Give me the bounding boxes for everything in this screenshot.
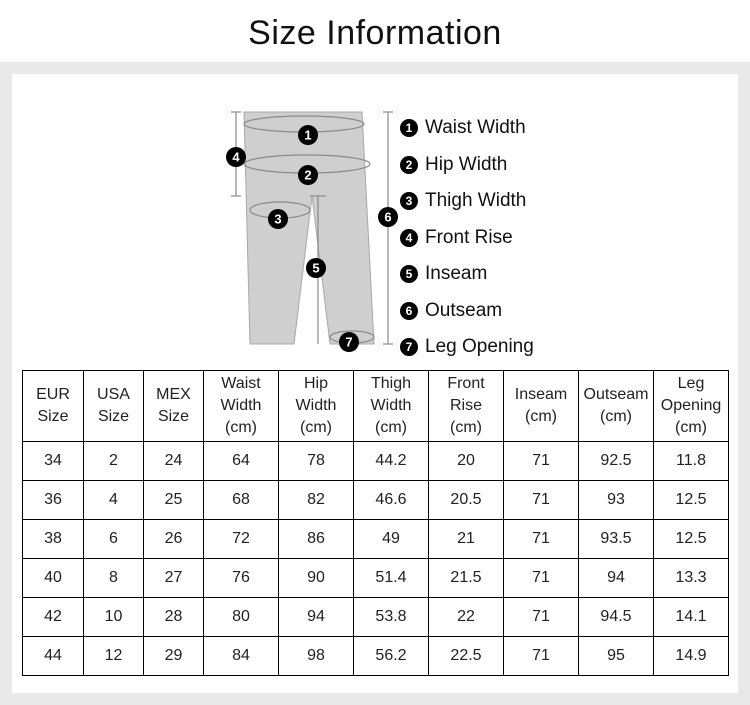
table-cell: 93 <box>579 481 654 520</box>
table-cell: 76 <box>204 559 279 598</box>
column-header: Inseam (cm) <box>504 371 579 442</box>
table-cell: 4 <box>84 481 144 520</box>
table-cell: 46.6 <box>354 481 429 520</box>
table-cell: 12 <box>84 637 144 676</box>
table-cell: 95 <box>579 637 654 676</box>
table-cell: 21.5 <box>429 559 504 598</box>
table-cell: 38 <box>23 520 84 559</box>
table-row <box>23 559 729 598</box>
legend-item-waist-width <box>400 110 600 147</box>
svg-text:5: 5 <box>312 260 320 276</box>
legend-label: Leg Opening <box>425 336 534 358</box>
table-cell: 94 <box>279 598 354 637</box>
table-cell: 71 <box>504 481 579 520</box>
legend-item-hip-width <box>400 147 600 184</box>
size-panel <box>0 62 750 705</box>
table-cell: 21 <box>429 520 504 559</box>
table-cell: 10 <box>84 598 144 637</box>
table-cell: 51.4 <box>354 559 429 598</box>
legend-label: Hip Width <box>425 153 508 175</box>
table-cell: 94.5 <box>579 598 654 637</box>
table-cell: 28 <box>144 598 204 637</box>
table-cell: 71 <box>504 442 579 481</box>
table-cell: 8 <box>84 559 144 598</box>
table-cell: 64 <box>204 442 279 481</box>
table-cell: 12.5 <box>654 481 729 520</box>
svg-text:2: 2 <box>304 167 312 183</box>
table-cell: 12.5 <box>654 520 729 559</box>
measurement-legend <box>400 110 600 366</box>
legend-number: 2 <box>400 156 418 174</box>
table-cell: 34 <box>23 442 84 481</box>
legend-item-thigh-width <box>400 183 600 220</box>
table-cell: 68 <box>204 481 279 520</box>
table-cell: 72 <box>204 520 279 559</box>
pants-diagram <box>212 104 412 354</box>
svg-text:4: 4 <box>232 149 240 165</box>
svg-text:6: 6 <box>384 209 392 225</box>
marker-2 <box>298 165 318 185</box>
table-cell: 71 <box>504 637 579 676</box>
legend-item-front-rise <box>400 220 600 257</box>
legend-label: Inseam <box>425 263 488 285</box>
table-cell: 26 <box>144 520 204 559</box>
table-cell: 13.3 <box>654 559 729 598</box>
column-header: Front Rise (cm) <box>429 371 504 442</box>
table-cell: 78 <box>279 442 354 481</box>
table-cell: 22 <box>429 598 504 637</box>
legend-label: Thigh Width <box>425 190 527 212</box>
table-cell: 94 <box>579 559 654 598</box>
marker-5 <box>306 258 326 278</box>
table-cell: 25 <box>144 481 204 520</box>
table-cell: 24 <box>144 442 204 481</box>
column-header: EUR Size <box>23 371 84 442</box>
legend-item-outseam <box>400 293 600 330</box>
table-row <box>23 442 729 481</box>
legend-item-leg-opening <box>400 329 600 366</box>
legend-number: 1 <box>400 119 418 137</box>
column-header: USA Size <box>84 371 144 442</box>
table-cell: 29 <box>144 637 204 676</box>
size-table <box>22 370 729 676</box>
table-cell: 2 <box>84 442 144 481</box>
legend-item-inseam <box>400 256 600 293</box>
legend-label: Waist Width <box>425 117 526 139</box>
column-header: Thigh Width (cm) <box>354 371 429 442</box>
legend-number: 7 <box>400 338 418 356</box>
table-cell: 14.1 <box>654 598 729 637</box>
legend-number: 3 <box>400 192 418 210</box>
marker-1 <box>298 125 318 145</box>
table-cell: 93.5 <box>579 520 654 559</box>
table-cell: 20 <box>429 442 504 481</box>
header <box>0 0 750 62</box>
table-row <box>23 598 729 637</box>
table-cell: 71 <box>504 520 579 559</box>
table-cell: 11.8 <box>654 442 729 481</box>
marker-7 <box>339 332 359 352</box>
page-title: Size Information <box>248 14 502 52</box>
table-cell: 90 <box>279 559 354 598</box>
table-cell: 27 <box>144 559 204 598</box>
table-cell: 98 <box>279 637 354 676</box>
table-row <box>23 637 729 676</box>
table-cell: 49 <box>354 520 429 559</box>
marker-4 <box>226 147 246 167</box>
table-cell: 22.5 <box>429 637 504 676</box>
table-cell: 42 <box>23 598 84 637</box>
legend-label: Front Rise <box>425 226 513 248</box>
legend-number: 6 <box>400 302 418 320</box>
legend-label: Outseam <box>425 299 503 321</box>
table-cell: 53.8 <box>354 598 429 637</box>
marker-3 <box>268 209 288 229</box>
table-cell: 40 <box>23 559 84 598</box>
table-cell: 36 <box>23 481 84 520</box>
table-cell: 20.5 <box>429 481 504 520</box>
legend-number: 5 <box>400 265 418 283</box>
pants-shape <box>244 112 374 344</box>
table-cell: 14.9 <box>654 637 729 676</box>
svg-text:3: 3 <box>274 211 282 227</box>
table-cell: 84 <box>204 637 279 676</box>
table-cell: 92.5 <box>579 442 654 481</box>
column-header: Waist Width (cm) <box>204 371 279 442</box>
table-cell: 6 <box>84 520 144 559</box>
table-cell: 56.2 <box>354 637 429 676</box>
column-header: Leg Opening (cm) <box>654 371 729 442</box>
svg-text:1: 1 <box>304 127 312 143</box>
table-cell: 44.2 <box>354 442 429 481</box>
svg-text:7: 7 <box>345 334 353 350</box>
table-cell: 86 <box>279 520 354 559</box>
column-header: MEX Size <box>144 371 204 442</box>
table-cell: 44 <box>23 637 84 676</box>
table-cell: 71 <box>504 598 579 637</box>
table-row <box>23 481 729 520</box>
marker-6 <box>378 207 398 227</box>
legend-number: 4 <box>400 229 418 247</box>
column-header: Hip Width (cm) <box>279 371 354 442</box>
table-header-row <box>23 371 729 442</box>
table-cell: 80 <box>204 598 279 637</box>
size-card <box>12 74 738 693</box>
table-cell: 82 <box>279 481 354 520</box>
table-row <box>23 520 729 559</box>
table-cell: 71 <box>504 559 579 598</box>
column-header: Outseam (cm) <box>579 371 654 442</box>
